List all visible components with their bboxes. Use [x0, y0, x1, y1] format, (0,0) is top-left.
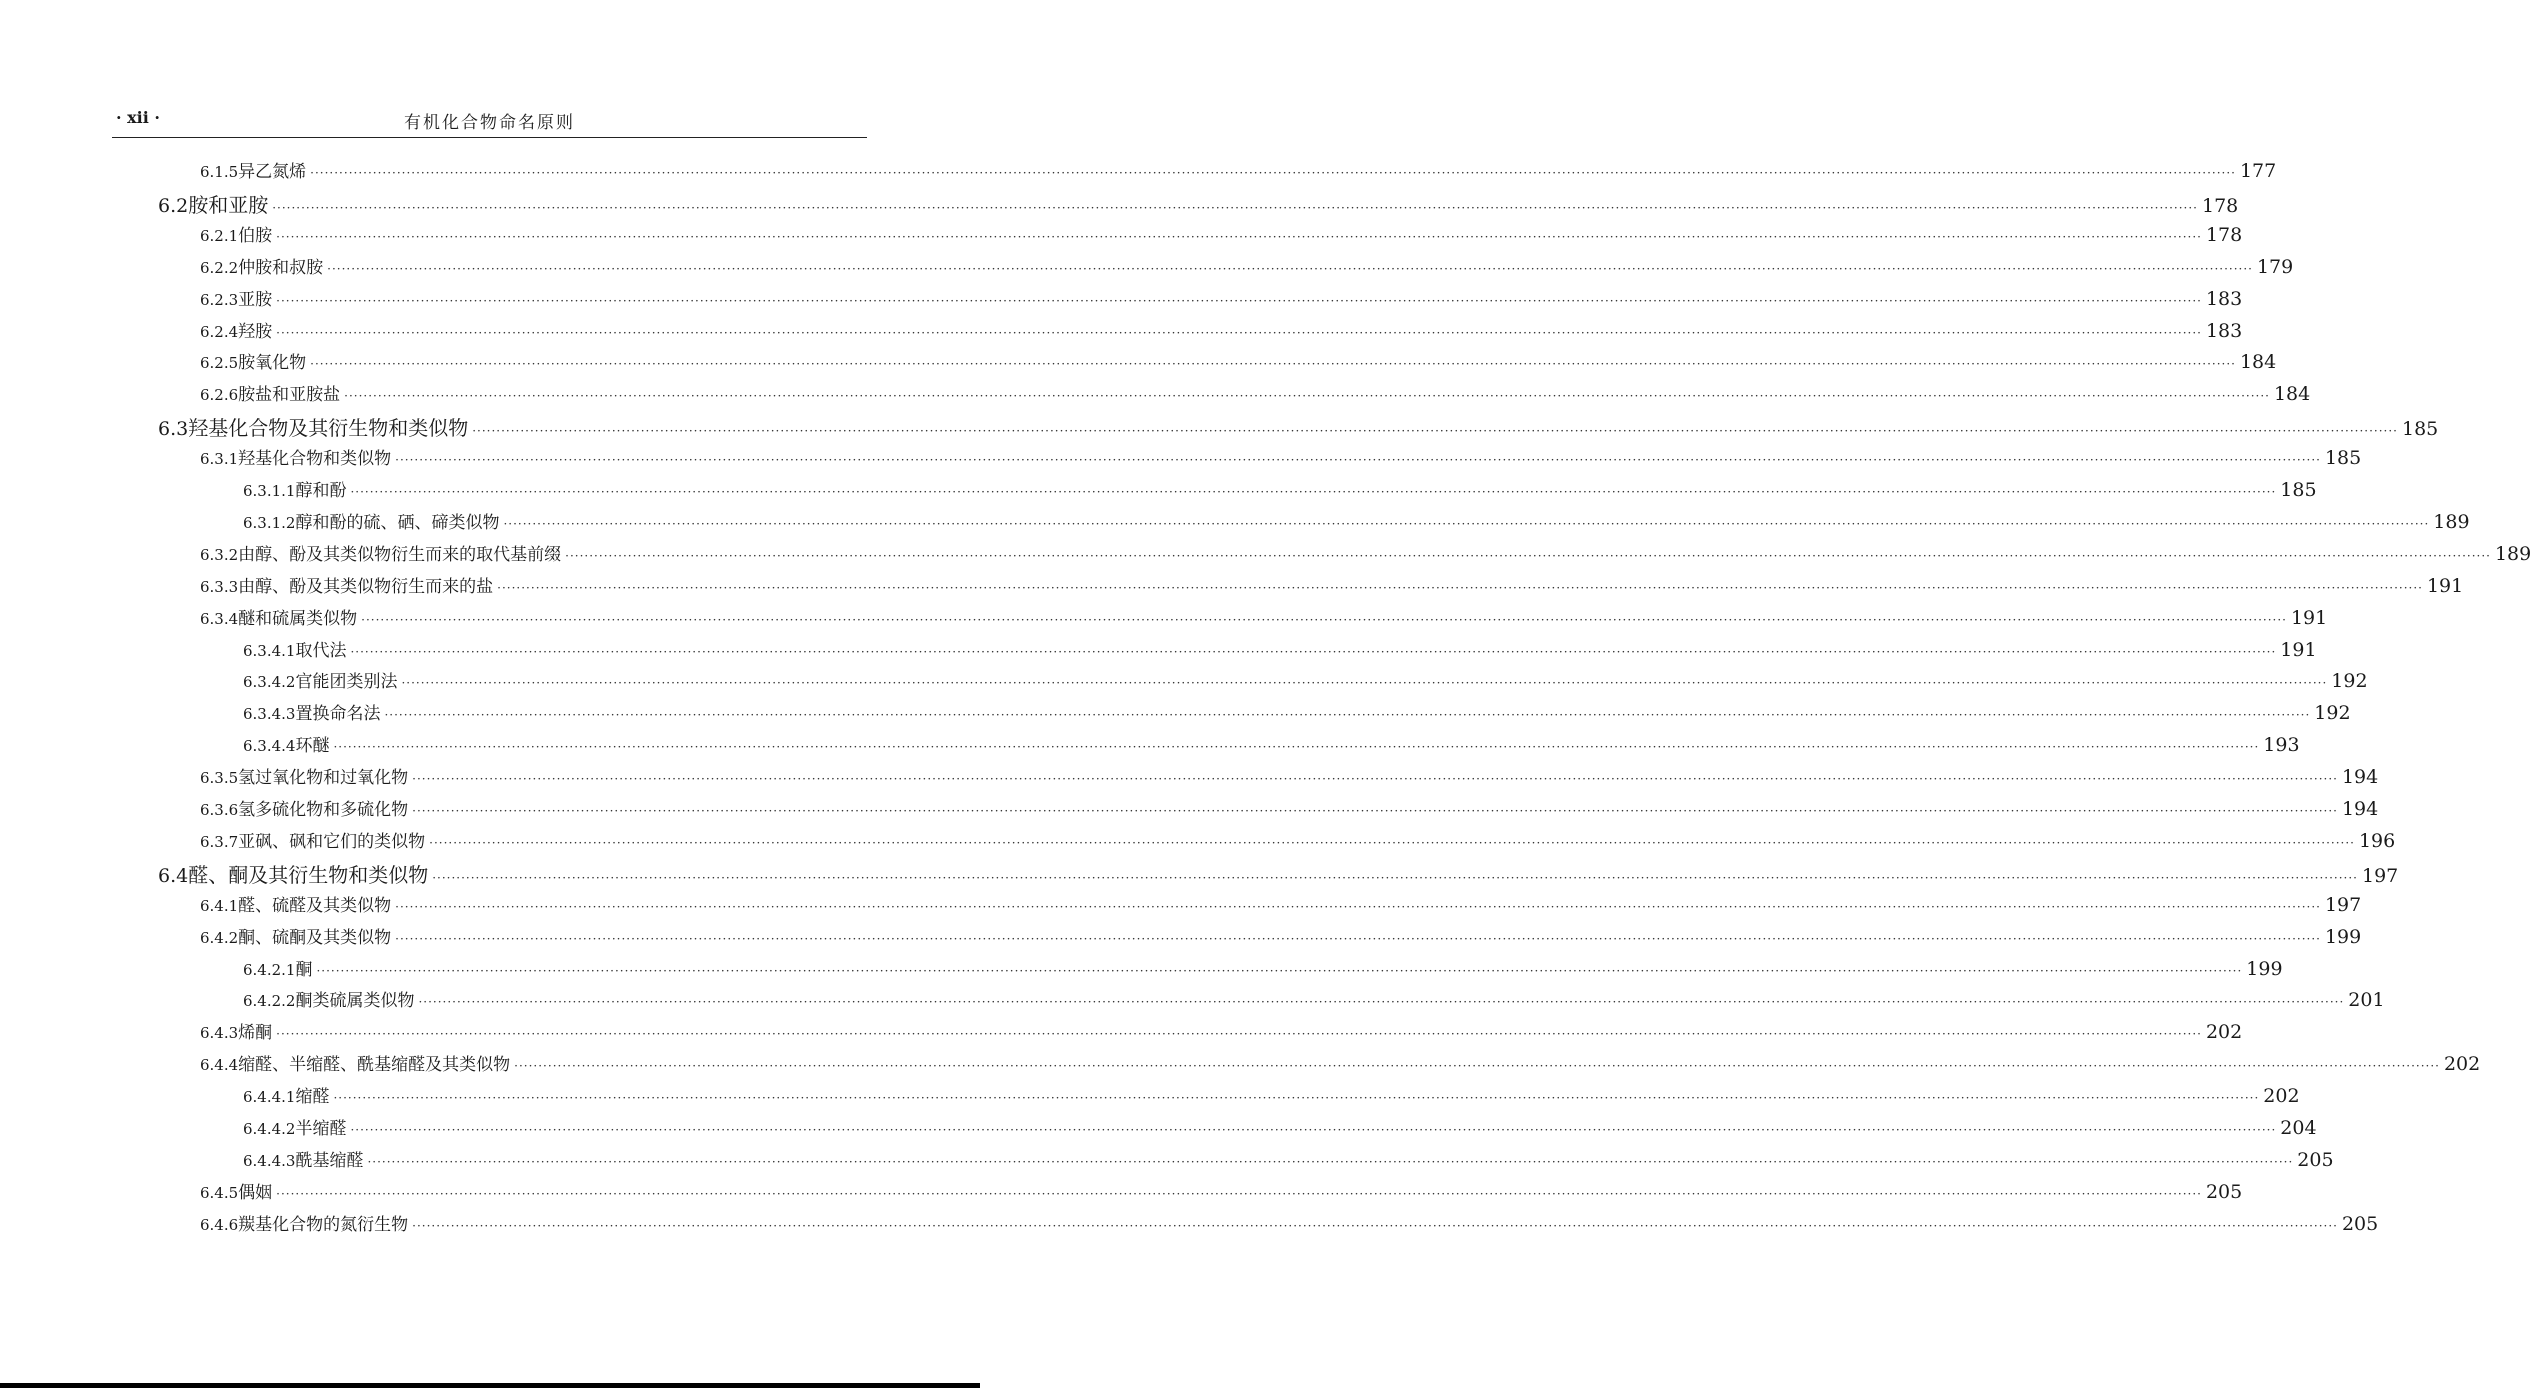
toc-entry-title: 胺和亚胺	[188, 192, 269, 217]
toc-entry[interactable]	[200, 223, 2243, 247]
toc-entry[interactable]	[200, 287, 2243, 311]
toc-entry[interactable]	[200, 1021, 2243, 1044]
toc-entry-title: 半缩醛	[295, 1119, 347, 1139]
toc-entry-number: 6.2.2	[200, 258, 239, 277]
dot-leader: ················································································································································································································································································································································································································	[395, 899, 2321, 914]
toc-entry-number: 6.4.6	[200, 1215, 239, 1234]
toc-entry-number: 6.4.4	[200, 1056, 239, 1075]
toc-entry-title: 醛、酮及其衍生物和类似物	[188, 862, 429, 887]
toc-entry-title: 胺氧化物	[238, 353, 307, 374]
toc-entry-number: 6.2	[158, 194, 189, 217]
toc-entry-number: 6.4.2.1	[243, 960, 296, 979]
toc-entry-page: 193	[2263, 734, 2300, 757]
toc-entry-number: 6.3.4.3	[243, 705, 296, 724]
toc-entry-page: 197	[2324, 893, 2362, 916]
toc-entry-title: 羟基化合物和类似物	[238, 449, 392, 470]
toc-entry-number: 6.3	[158, 418, 189, 441]
dot-leader: ················································································································································································································································································································································································································	[361, 612, 2287, 627]
toc-entry-title: 烯酮	[238, 1023, 273, 1044]
toc-entry[interactable]	[200, 1053, 2481, 1076]
toc-entry[interactable]	[200, 319, 2243, 343]
toc-entry-title: 取代法	[295, 640, 347, 661]
toc-entry-page: 184	[2239, 351, 2277, 374]
toc-entry-number: 6.3.4.1	[243, 641, 296, 660]
toc-entry[interactable]	[243, 702, 2351, 725]
toc-entry-title: 缩醛、半缩醛、酰基缩醛及其类似物	[238, 1055, 511, 1076]
toc-entry-title: 醇和酚的硫、硒、碲类似物	[295, 512, 500, 533]
toc-entry-title: 酮类硫属类似物	[295, 991, 415, 1012]
page-number: · xii ·	[116, 108, 160, 127]
toc-entry[interactable]	[200, 351, 2277, 374]
dot-leader: ················································································································································································································································································································································································································	[412, 1218, 2338, 1233]
toc-entry-number: 6.4.4.1	[243, 1088, 296, 1107]
toc-entry[interactable]	[243, 479, 2317, 502]
toc-entry-number: 6.3.1	[200, 450, 239, 469]
toc-entry-number: 6.3.1.1	[243, 482, 296, 500]
dot-leader: ················································································································································································································································································································································································································	[395, 931, 2321, 946]
toc-entry-page: 191	[2426, 574, 2464, 597]
toc-entry-page: 184	[2273, 383, 2311, 406]
dot-leader: ················································································································································································································································································································································································································	[472, 424, 2398, 439]
toc-entry[interactable]	[243, 957, 2283, 981]
toc-entry-number: 6.3.4	[200, 609, 239, 628]
dot-leader: ················································································································································································································································································································································································································	[350, 644, 2277, 659]
toc-entry[interactable]	[158, 862, 2399, 890]
toc-entry-number: 6.3.2	[200, 545, 239, 564]
toc-entry-title: 环醚	[295, 736, 330, 757]
toc-entry-number: 6.2.1	[200, 226, 239, 245]
toc-entry-page: 205	[2341, 1212, 2379, 1235]
toc-entry-title: 亚砜、砜和它们的类似物	[238, 831, 426, 852]
dot-leader: ················································································································································································································································································································································································································	[503, 516, 2430, 531]
dot-leader: ················································································································································································································································································································································································································	[418, 995, 2345, 1010]
toc-entry-title: 官能团类别法	[295, 672, 398, 693]
toc-entry-page: 183	[2205, 287, 2243, 310]
toc-entry-title: 缩醛	[295, 1087, 330, 1108]
toc-entry[interactable]	[243, 1117, 2317, 1140]
toc-entry[interactable]	[200, 829, 2396, 853]
toc-entry[interactable]	[243, 638, 2317, 662]
dot-leader: ················································································································································································································································································································································································································	[384, 708, 2311, 723]
toc-entry-number: 6.3.5	[200, 769, 239, 788]
toc-entry-title: 醚和硫属类似物	[238, 608, 358, 629]
toc-entry-title: 氢多硫化物和多硫化物	[238, 800, 409, 820]
toc-entry-title: 羟胺	[238, 321, 273, 342]
toc-entry[interactable]	[243, 510, 2470, 534]
toc-entry[interactable]	[200, 893, 2362, 917]
toc-entry-number: 6.3.3	[200, 577, 239, 596]
toc-entry-page: 199	[2324, 925, 2362, 948]
dot-leader: ················································································································································································································································································································································································································	[333, 1091, 2260, 1106]
toc-entry-title: 置换命名法	[295, 704, 381, 725]
dot-leader: ················································································································································································································································································································································································································	[367, 1154, 2294, 1169]
toc-entry-number: 6.3.7	[200, 832, 239, 851]
toc-entry-title: 仲胺和叔胺	[238, 257, 324, 278]
dot-leader: ················································································································································································································································································································································································································	[327, 261, 2253, 276]
toc-entry-page: 178	[2205, 223, 2243, 246]
book-title: 有机化合物命名原则	[404, 113, 575, 133]
toc-entry-page: 192	[2314, 702, 2351, 725]
toc-entry-number: 6.2.3	[200, 290, 239, 309]
toc-entry[interactable]	[200, 766, 2379, 789]
toc-entry-number: 6.3.6	[200, 801, 239, 819]
toc-entry-page: 204	[2280, 1117, 2317, 1139]
dot-leader: ················································································································································································································································································································································································································	[429, 835, 2355, 850]
toc-entry-number: 6.2.6	[200, 386, 239, 405]
toc-entry[interactable]	[200, 925, 2362, 949]
toc-entry[interactable]	[243, 1148, 2334, 1172]
toc-entry-number: 6.4	[158, 864, 189, 887]
toc-entry-title: 酰基缩醛	[295, 1150, 364, 1171]
toc-entry[interactable]	[200, 1180, 2243, 1204]
toc-entry[interactable]	[243, 670, 2368, 693]
toc-entry-page: 177	[2239, 160, 2277, 182]
dot-leader: ················································································································································································································································································································································································································	[310, 166, 2236, 180]
toc-entry[interactable]	[200, 160, 2277, 183]
toc-entry-title: 由醇、酚及其类似物衍生而来的取代基前缀	[238, 544, 562, 565]
toc-entry-title: 酮	[295, 959, 313, 980]
dot-leader: ················································································································································································································································································································································································································	[272, 200, 2198, 215]
toc-entry-page: 205	[2205, 1180, 2243, 1203]
dot-leader: ················································································································································································································································································································································································································	[565, 548, 2491, 563]
toc-entry-number: 6.4.3	[200, 1024, 239, 1043]
toc-entry-title: 偶姻	[238, 1182, 273, 1203]
toc-entry-title: 亚胺	[238, 289, 273, 310]
toc-entry-page: 205	[2297, 1148, 2334, 1171]
toc-entry[interactable]	[200, 542, 2531, 566]
toc-entry-page: 179	[2256, 255, 2294, 278]
dot-leader: ················································································································································································································································································································································································································	[333, 740, 2260, 755]
toc-entry[interactable]	[200, 255, 2294, 279]
toc-entry-title: 伯胺	[238, 225, 273, 246]
toc-entry-title: 醇和酚	[295, 481, 347, 501]
toc-entry-page: 185	[2402, 418, 2439, 441]
dot-leader: ················································································································································································································································································································································································································	[276, 1027, 2202, 1042]
dot-leader: ················································································································································································································································································································································································································	[310, 357, 2236, 372]
toc-entry-number: 6.2.4	[200, 322, 239, 341]
toc-entry-number: 6.3.4.2	[243, 673, 296, 692]
dot-leader: ················································································································································································································································································································································································································	[401, 676, 2328, 691]
toc-entry-title: 酮、硫酮及其类似物	[238, 927, 392, 948]
toc-entry-page: 201	[2348, 989, 2385, 1012]
toc-entry-page: 178	[2202, 194, 2239, 217]
toc-entry[interactable]	[158, 416, 2439, 443]
toc-entry-page: 194	[2341, 766, 2379, 789]
toc-entry[interactable]	[200, 606, 2328, 630]
toc-entry[interactable]	[200, 447, 2362, 470]
toc-entry-page: 189	[2433, 510, 2470, 533]
toc-entry-page: 189	[2494, 542, 2531, 565]
dot-leader: ················································································································································································································································································································································································································	[344, 389, 2270, 404]
toc-entry[interactable]	[158, 192, 2239, 220]
toc-entry-page: 185	[2280, 479, 2317, 501]
toc-entry-number: 6.1.5	[200, 163, 239, 181]
dot-leader: ················································································································································································································································································································································································································	[395, 453, 2321, 468]
bottom-border	[0, 1383, 980, 1388]
dot-leader: ················································································································································································································································································································································································································	[276, 229, 2202, 244]
running-header	[112, 108, 867, 138]
toc-entry[interactable]	[200, 1212, 2379, 1236]
dot-leader: ················································································································································································································································································································································································································	[350, 1123, 2277, 1137]
toc-entry-title: 羰基化合物的氮衍生物	[238, 1214, 409, 1235]
toc-entry-page: 194	[2341, 798, 2379, 820]
dot-leader: ················································································································································································································································································································································································································	[412, 804, 2338, 818]
toc-entry-page: 185	[2324, 447, 2362, 470]
toc-entry-title: 由醇、酚及其类似物衍生而来的盐	[238, 576, 494, 597]
dot-leader: ················································································································································································································································································································································································································	[514, 1059, 2440, 1074]
toc-entry-number: 6.4.2	[200, 928, 239, 947]
dot-leader: ················································································································································································································································································································································································································	[432, 870, 2358, 885]
dot-leader: ················································································································································································································································································································································································································	[276, 325, 2202, 340]
toc-entry-page: 202	[2205, 1021, 2243, 1044]
toc-entry-title: 羟基化合物及其衍生物和类似物	[188, 416, 469, 441]
toc-entry-title: 胺盐和亚胺盐	[238, 385, 341, 406]
toc-entry-title: 醛、硫醛及其类似物	[238, 895, 392, 916]
dot-leader: ················································································································································································································································································································································································································	[350, 485, 2277, 499]
toc-entry-number: 6.4.1	[200, 896, 239, 915]
toc-entry-number: 6.4.5	[200, 1183, 239, 1202]
dot-leader: ················································································································································································································································································································································································································	[316, 963, 2243, 978]
toc-entry-number: 6.4.4.2	[243, 1120, 296, 1138]
toc-entry[interactable]	[200, 574, 2464, 598]
toc-entry[interactable]	[243, 989, 2385, 1012]
toc-entry-page: 183	[2205, 319, 2243, 342]
toc-entry-page: 191	[2290, 606, 2328, 629]
header-rule	[112, 137, 867, 138]
dot-leader: ················································································································································································································································································································································································································	[412, 772, 2338, 787]
toc-entry-page: 196	[2358, 829, 2396, 852]
toc-entry-title: 异乙氮烯	[238, 162, 307, 182]
toc-entry-title: 氢过氧化物和过氧化物	[238, 768, 409, 789]
toc-entry-number: 6.3.4.4	[243, 737, 296, 756]
toc-entry-page: 202	[2443, 1053, 2481, 1076]
toc-entry-number: 6.4.4.3	[243, 1151, 296, 1170]
toc-entry-number: 6.3.1.2	[243, 513, 296, 532]
toc-entry-number: 6.2.5	[200, 354, 239, 373]
toc-entry[interactable]	[200, 798, 2379, 821]
toc-entry[interactable]	[243, 734, 2300, 757]
toc-entry-page: 199	[2246, 957, 2283, 980]
toc-entry-page: 197	[2362, 864, 2399, 887]
dot-leader: ················································································································································································································································································································································································································	[276, 293, 2202, 308]
toc-entry[interactable]	[200, 383, 2311, 406]
toc-entry-number: 6.4.2.2	[243, 992, 296, 1011]
dot-leader: ················································································································································································································································································································································································································	[276, 1186, 2202, 1201]
dot-leader: ················································································································································································································································································································································································································	[497, 580, 2423, 595]
toc-entry-page: 202	[2263, 1085, 2300, 1108]
toc-entry[interactable]	[243, 1085, 2300, 1108]
toc-entry-page: 192	[2331, 670, 2368, 693]
toc-entry-page: 191	[2280, 638, 2317, 661]
